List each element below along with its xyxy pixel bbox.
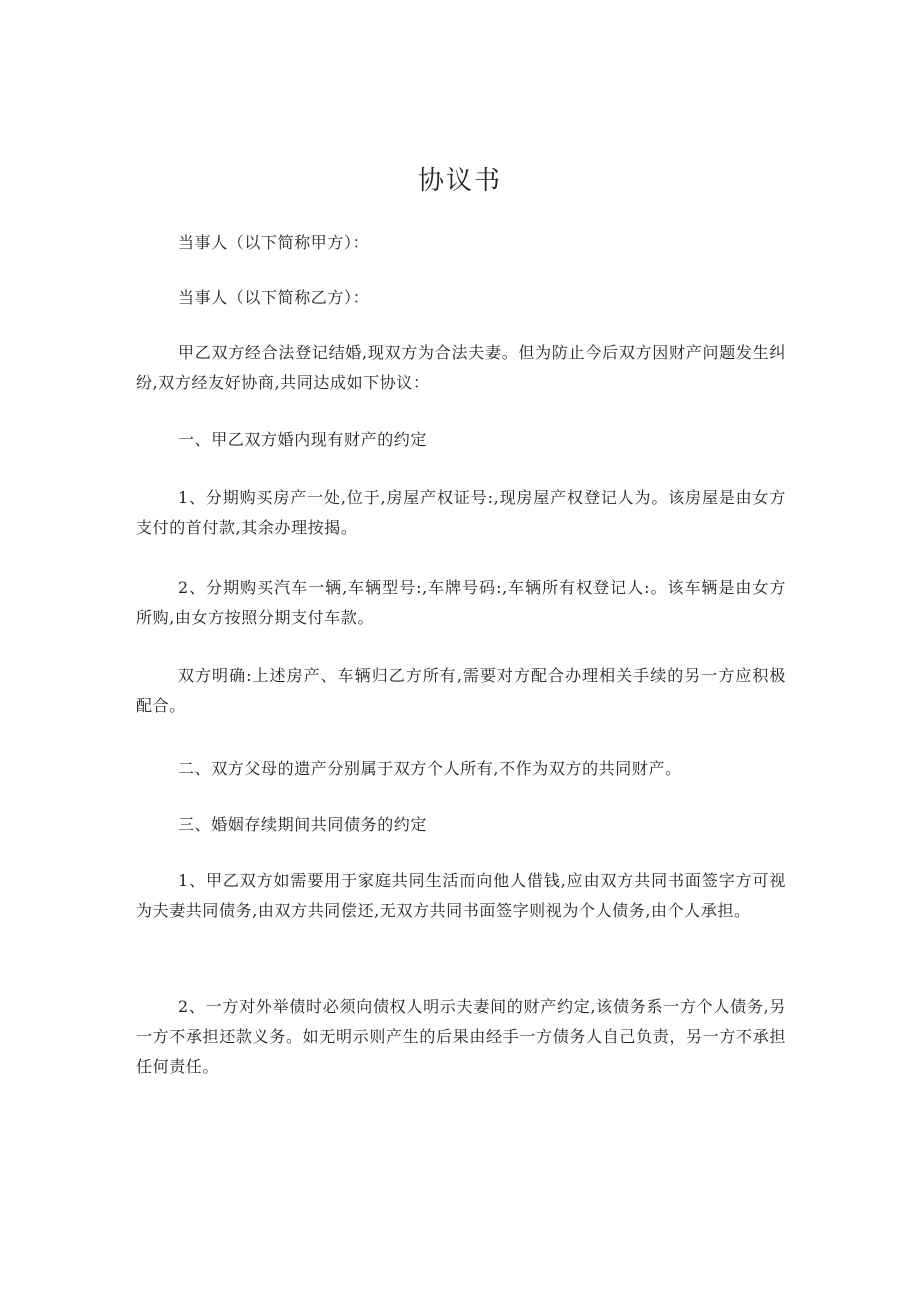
section-3-item-1: 1、甲乙双方如需要用于家庭共同生活而向他人借钱,应由双方共同书面签字方可视为夫妻共同债务,由双方共同偿还,无双方共同书面签字则视为个人债务,由个人承担。 xyxy=(136,871,786,920)
section-3-item-2: 2、一方对外举债时必须向债权人明示夫妻间的财产约定,该债务系一方个人债务,另一方不承担还款义务。如无明示则产生的后果由经手一方债务人自己负责，另一方不承担任何责任。 xyxy=(136,997,786,1076)
section-1-item-1: 1、分期购买房产一处,位于,房屋产权证号:,现房屋产权登记人为。该房屋是由女方支付的首付款,其余办理按揭。 xyxy=(136,488,786,537)
document-title: 协议书 xyxy=(417,166,502,196)
party-b-line: 当事人（以下简称乙方）： xyxy=(178,288,370,307)
section-2-paragraph: 二、双方父母的遗产分别属于双方个人所有,不作为双方的共同财产。 xyxy=(178,759,682,778)
party-a-line: 当事人（以下简称甲方）： xyxy=(178,233,370,252)
section-1-heading: 一、甲乙双方婚内现有财产的约定 xyxy=(178,430,428,449)
preamble-paragraph: 甲乙双方经合法登记结婚,现双方为合法夫妻。但为防止今后双方因财产问题发生纠纷,双方经友好协商,共同达成如下协议： xyxy=(136,343,786,392)
section-1-clarification: 双方明确:上述房产、车辆归乙方所有,需要对方配合办理相关手续的另一方应积极配合。 xyxy=(136,666,786,715)
section-3-heading: 三、婚姻存续期间共同债务的约定 xyxy=(178,815,428,834)
section-1-item-2: 2、分期购买汽车一辆,车辆型号:,车牌号码:,车辆所有权登记人:。该车辆是由女方所购,由女方按照分期支付车款。 xyxy=(136,578,786,627)
